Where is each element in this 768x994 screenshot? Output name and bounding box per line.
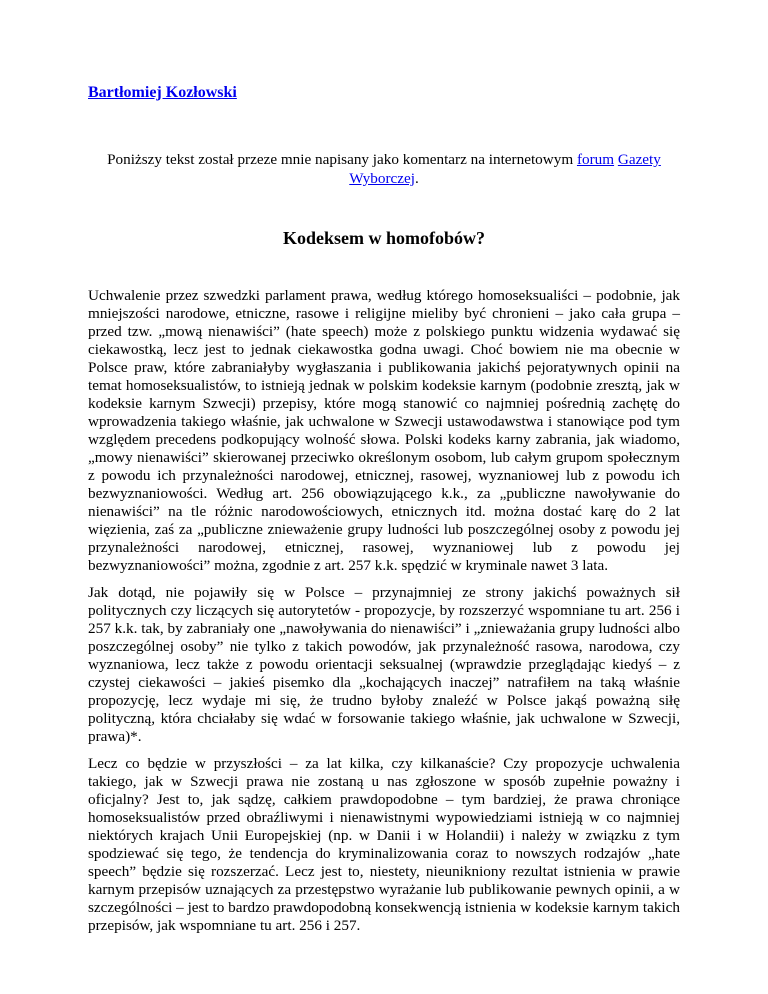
forum-link[interactable]: forum <box>576 151 615 168</box>
article-title: Kodeksem w homofobów? <box>282 228 485 248</box>
gazeta-wyborcza-link[interactable]: Gazety Wyborczej <box>349 151 661 187</box>
article-body <box>88 287 680 944</box>
intro-text-end: . <box>414 170 419 187</box>
author-link[interactable]: Bartłomiej Kozłowski <box>88 84 237 101</box>
article-paragraph: Uchwalenie przez szwedzki parlament prawa, według którego homoseksualiści – podobnie, jak mniejszości narodowe, etniczne, rasowe i religijne mieliby być chronieni – jako cała grupa – przed tzw. „mową nienawiści” (hate speech) może z polskiego punktu widzenia wydawać się ciekawostką, lecz jest to jednak ciekawostka godna uwagi. Choć bowiem nie ma obecnie w Polsce praw, które zabraniałyby wygłaszania i publikowania jakichś pejoratywnych opinii na temat homoseksualistów, to istnieją jednak w polskim kodeksie karnym (podobnie zresztą, jak w kodeksie karnym Szwecji) przepisy, które mogą stanowić co najmniej pośrednią zachętę do wprowadzenia takiego właśnie, jak uchwalone w Szwecji ustawodawstwa i stanowiące pod tym względem precedens podkopujący wolność słowa. Polski kodeks karny zabrania, jak wiadomo, „mowy nienawiści” skierowanej przeciwko określonym osobom, lub całym grupom społecznym z powodu ich przynależności narodowej, etnicznej, rasowej, wyznaniowej lub z powodu ich bezwyznaniowości. Według art. 256 obowiązującego k.k., za „publiczne nawoływanie do nienawiści” na tle różnic narodowościowych, etnicznych itd. można dostać karę do 2 lat więzienia, zaś za „publiczne znieważenie grupy ludności lub poszczególnej osoby z powodu jej przynależności narodowej, etnicznej, rasowej, wyznaniowej lub z powodu jej bezwyznaniowości” można, zgodnie z art. 257 k.k. spędzić w kryminale nawet 3 lata. <box>88 287 680 574</box>
article-paragraph: Lecz co będzie w przyszłości – za lat kilka, czy kilkanaście? Czy propozycje uchwalenia takiego, jak w Szwecji prawa nie zostaną u nas zgłoszone w sposób zupełnie poważny i oficjalny? Jest to, jak sądzę, całkiem prawdopodobne – tym bardziej, że prawa chroniące homoseksualistów przed obraźliwymi i nienawistnymi wypowiedziami istnieją w co najmniej niektórych krajach Unii Europejskiej (np. w Danii i w Holandii) i należy w związku z tym spodziewać się tego, że tendencja do kryminalizowania coraz to nowszych rodzajów „hate speech” będzie się rozszerzać. Lecz jest to, niestety, nieunikniony rezultat istnienia w prawie karnym przepisów uznających za przestępstwo wyrażanie lub publikowanie pewnych opinii, a w szczególności – jest to bardzo prawdopodobną konsekwencją istnienia w kodeksie karnym takich przepisów, jak wspomniane tu art. 256 i 257. <box>88 755 680 934</box>
author-heading <box>88 83 237 103</box>
article-paragraph: Jak dotąd, nie pojawiły się w Polsce – przynajmniej ze strony jakichś poważnych sił politycznych czy liczących się autorytetów - propozycje, by rozszerzyć wspomniane tu art. 256 i 257 k.k. tak, by zabraniały one „nawoływania do nienawiści” i „znieważania grupy ludności albo poszczególnej osoby” nie tylko z takich powodów, jak przynależność rasowa, narodowa, czy wyznaniowa, lecz także z powodu orientacji seksualnej (wprawdzie przeglądając kiedyś – z czystej ciekawości – jakieś pisemko dla „kochających inaczej” natrafiłem na taką właśnie propozycję, lecz wydaje mi się, że trudno byłoby znaleźć w Polsce jakąś poważną siłę polityczną, która chciałaby się wdać w forsowanie takiego właśnie, jak uchwalone w Szwecji, prawa)*. <box>88 584 680 745</box>
intro-text: Poniższy tekst został przeze mnie napisany jako komentarz na internetowym <box>107 151 577 168</box>
intro-note <box>88 150 680 188</box>
